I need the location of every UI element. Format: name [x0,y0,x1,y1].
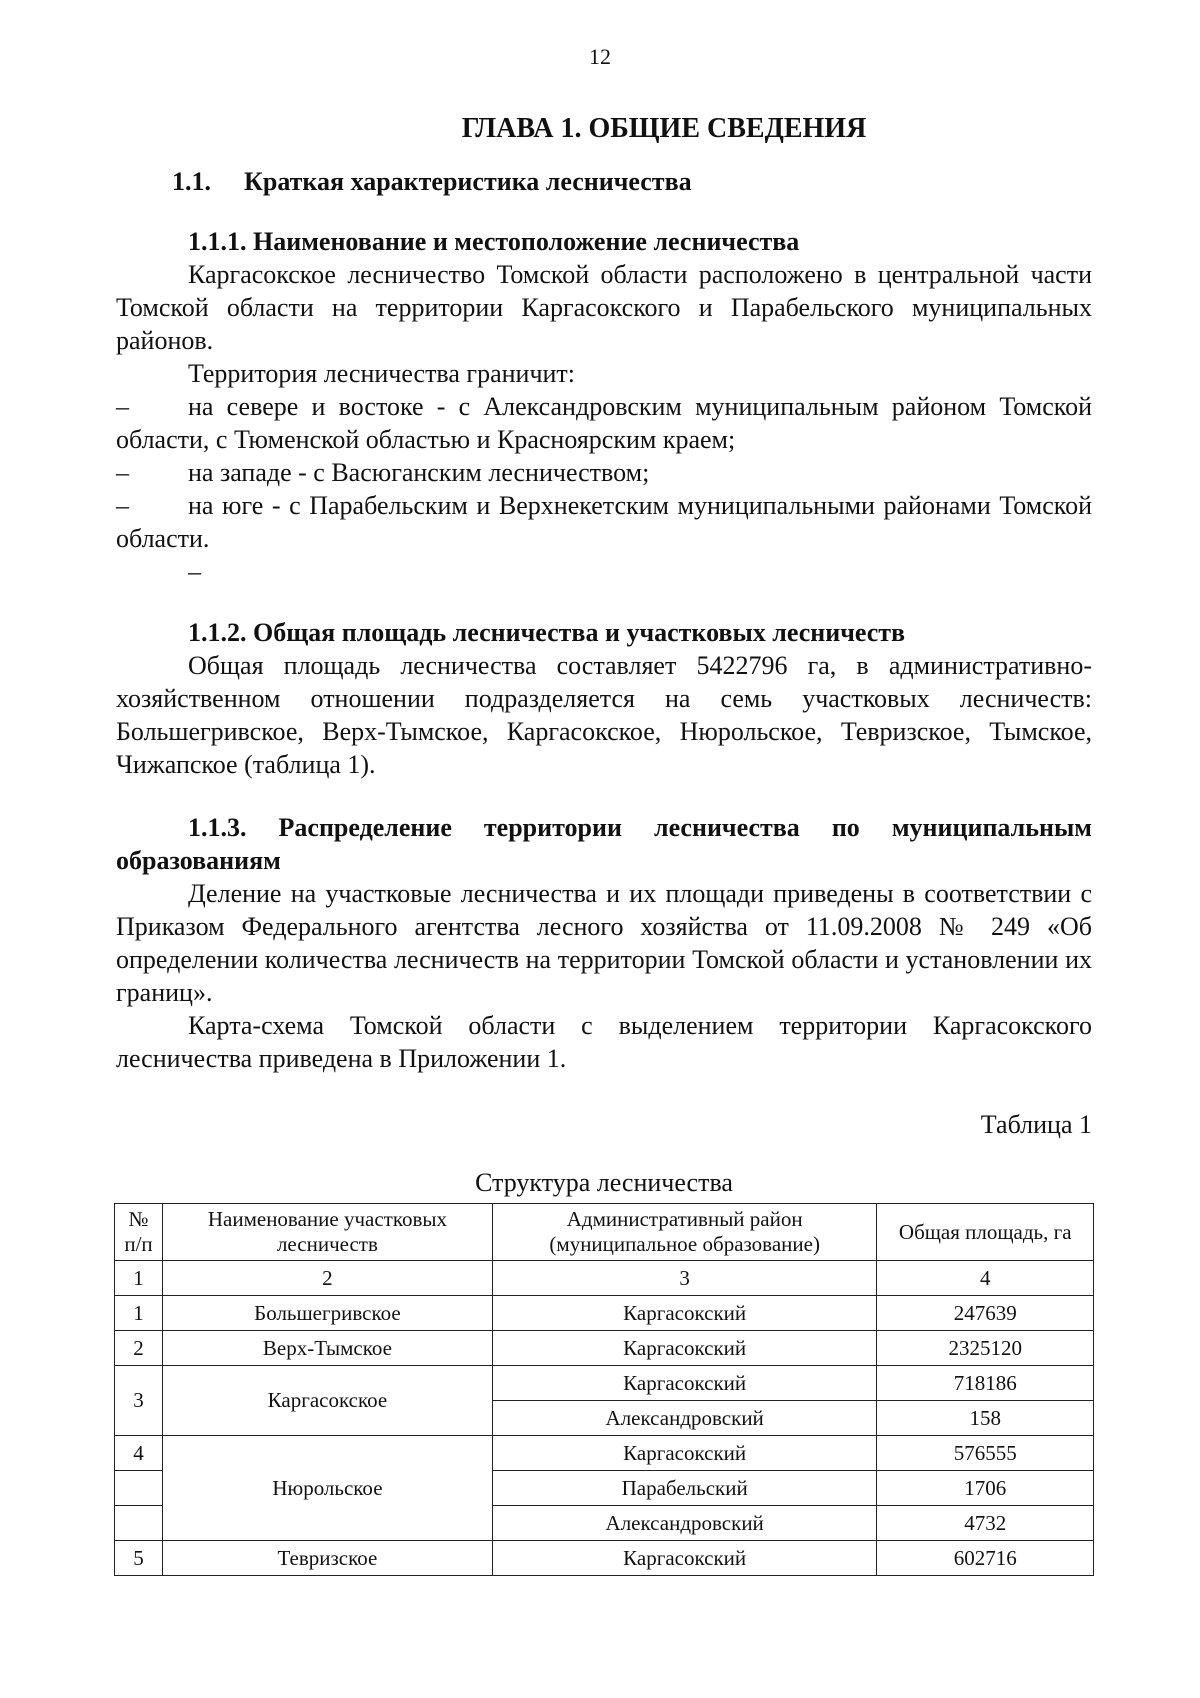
section-1-1-1 [116,225,1092,588]
list-item: – на севере и востоке - с Александровским муниципальным районом Томской области, с Тюменской областью и Красноярским краем; [116,392,1092,454]
table-header-row [115,1204,1094,1261]
section-number: 1.1. [172,167,211,196]
table-row: Парабельский 1706 [115,1471,1094,1506]
paragraph: Общая площадь лесничества составляет 5422796 га, в административно-хозяйственном отношении подразделяется на семь участковых лесничеств: Большегривское, Верх-Тымское, Каргасокское, Нюрольское, Тевризское, Тымское, Чижапское (таблица 1). [116,651,1092,779]
chapter-title: ГЛАВА 1. ОБЩИЕ СВЕДЕНИЯ [461,113,867,144]
paragraph: Территория лесничества граничит: [188,359,576,388]
dash-marker: – [116,392,129,421]
subsection-title: 1.1.1. Наименование и местоположение лесничества [188,227,800,256]
header-name: Наименование участковых лесничеств [163,1204,493,1261]
table-row: 5 Тевризское Каргасокский 602716 [115,1541,1094,1576]
section-title: Краткая характеристика лесничества [244,167,692,196]
page-number: 12 [589,44,611,69]
header-district: Административный район (муниципальное образование) [492,1204,877,1261]
section-1-1-3 [116,811,1092,1075]
list-item: – на западе - с Васюганским лесничеством; [116,458,650,487]
subsection-title: 1.1.2. Общая площадь лесничества и участковых лесничеств [188,618,906,647]
table-row: 1 Большегривское Каргасокский 247639 [115,1296,1094,1331]
table-label: Таблица 1 [980,1110,1092,1139]
section-1-1-heading [116,165,1092,198]
table-row: 3 Каргасокское Каргасокский 718186 [115,1366,1094,1401]
section-1-1-2 [116,616,1092,781]
list-item: – на юге - с Парабельским и Верхнекетским муниципальными районами Томской области. [116,491,1092,553]
paragraph: Карта-схема Томской области с выделением территории Каргасокского лесничества приведена в Приложении 1. [116,1011,1092,1073]
paragraph: Каргасокское лесничество Томской области расположено в центральной части Томской области на территории Каргасокского и Парабельского муниципальных районов. [116,260,1092,355]
table-row: 4 Нюрольское Каргасокский 576555 [115,1436,1094,1471]
table-row: Александровский 4732 [115,1506,1094,1541]
table-row: Александровский 158 [115,1401,1094,1436]
dash-marker: – [116,491,129,520]
table-row: 2 Верх-Тымское Каргасокский 2325120 [115,1331,1094,1366]
header-area: Общая площадь, га [877,1204,1094,1261]
header-num: № п/п [115,1204,163,1261]
paragraph: Деление на участковые лесничества и их площади приведены в соответствии с Приказом Федерального агентства лесного хозяйства от 11.09.2008 № 249 «Об определении количества лесничеств на территории Томской области и установлении их границ». [116,879,1092,1007]
table-title: Структура лесничества [475,1168,733,1197]
column-number-row: 1 2 3 4 [115,1261,1094,1296]
structure-table [114,1203,1094,1576]
dash-marker: – [116,458,129,487]
dash-marker: – [188,557,201,586]
subsection-title: 1.1.3. Распределение территории лесничества по муниципальным образованиям [116,813,1092,875]
